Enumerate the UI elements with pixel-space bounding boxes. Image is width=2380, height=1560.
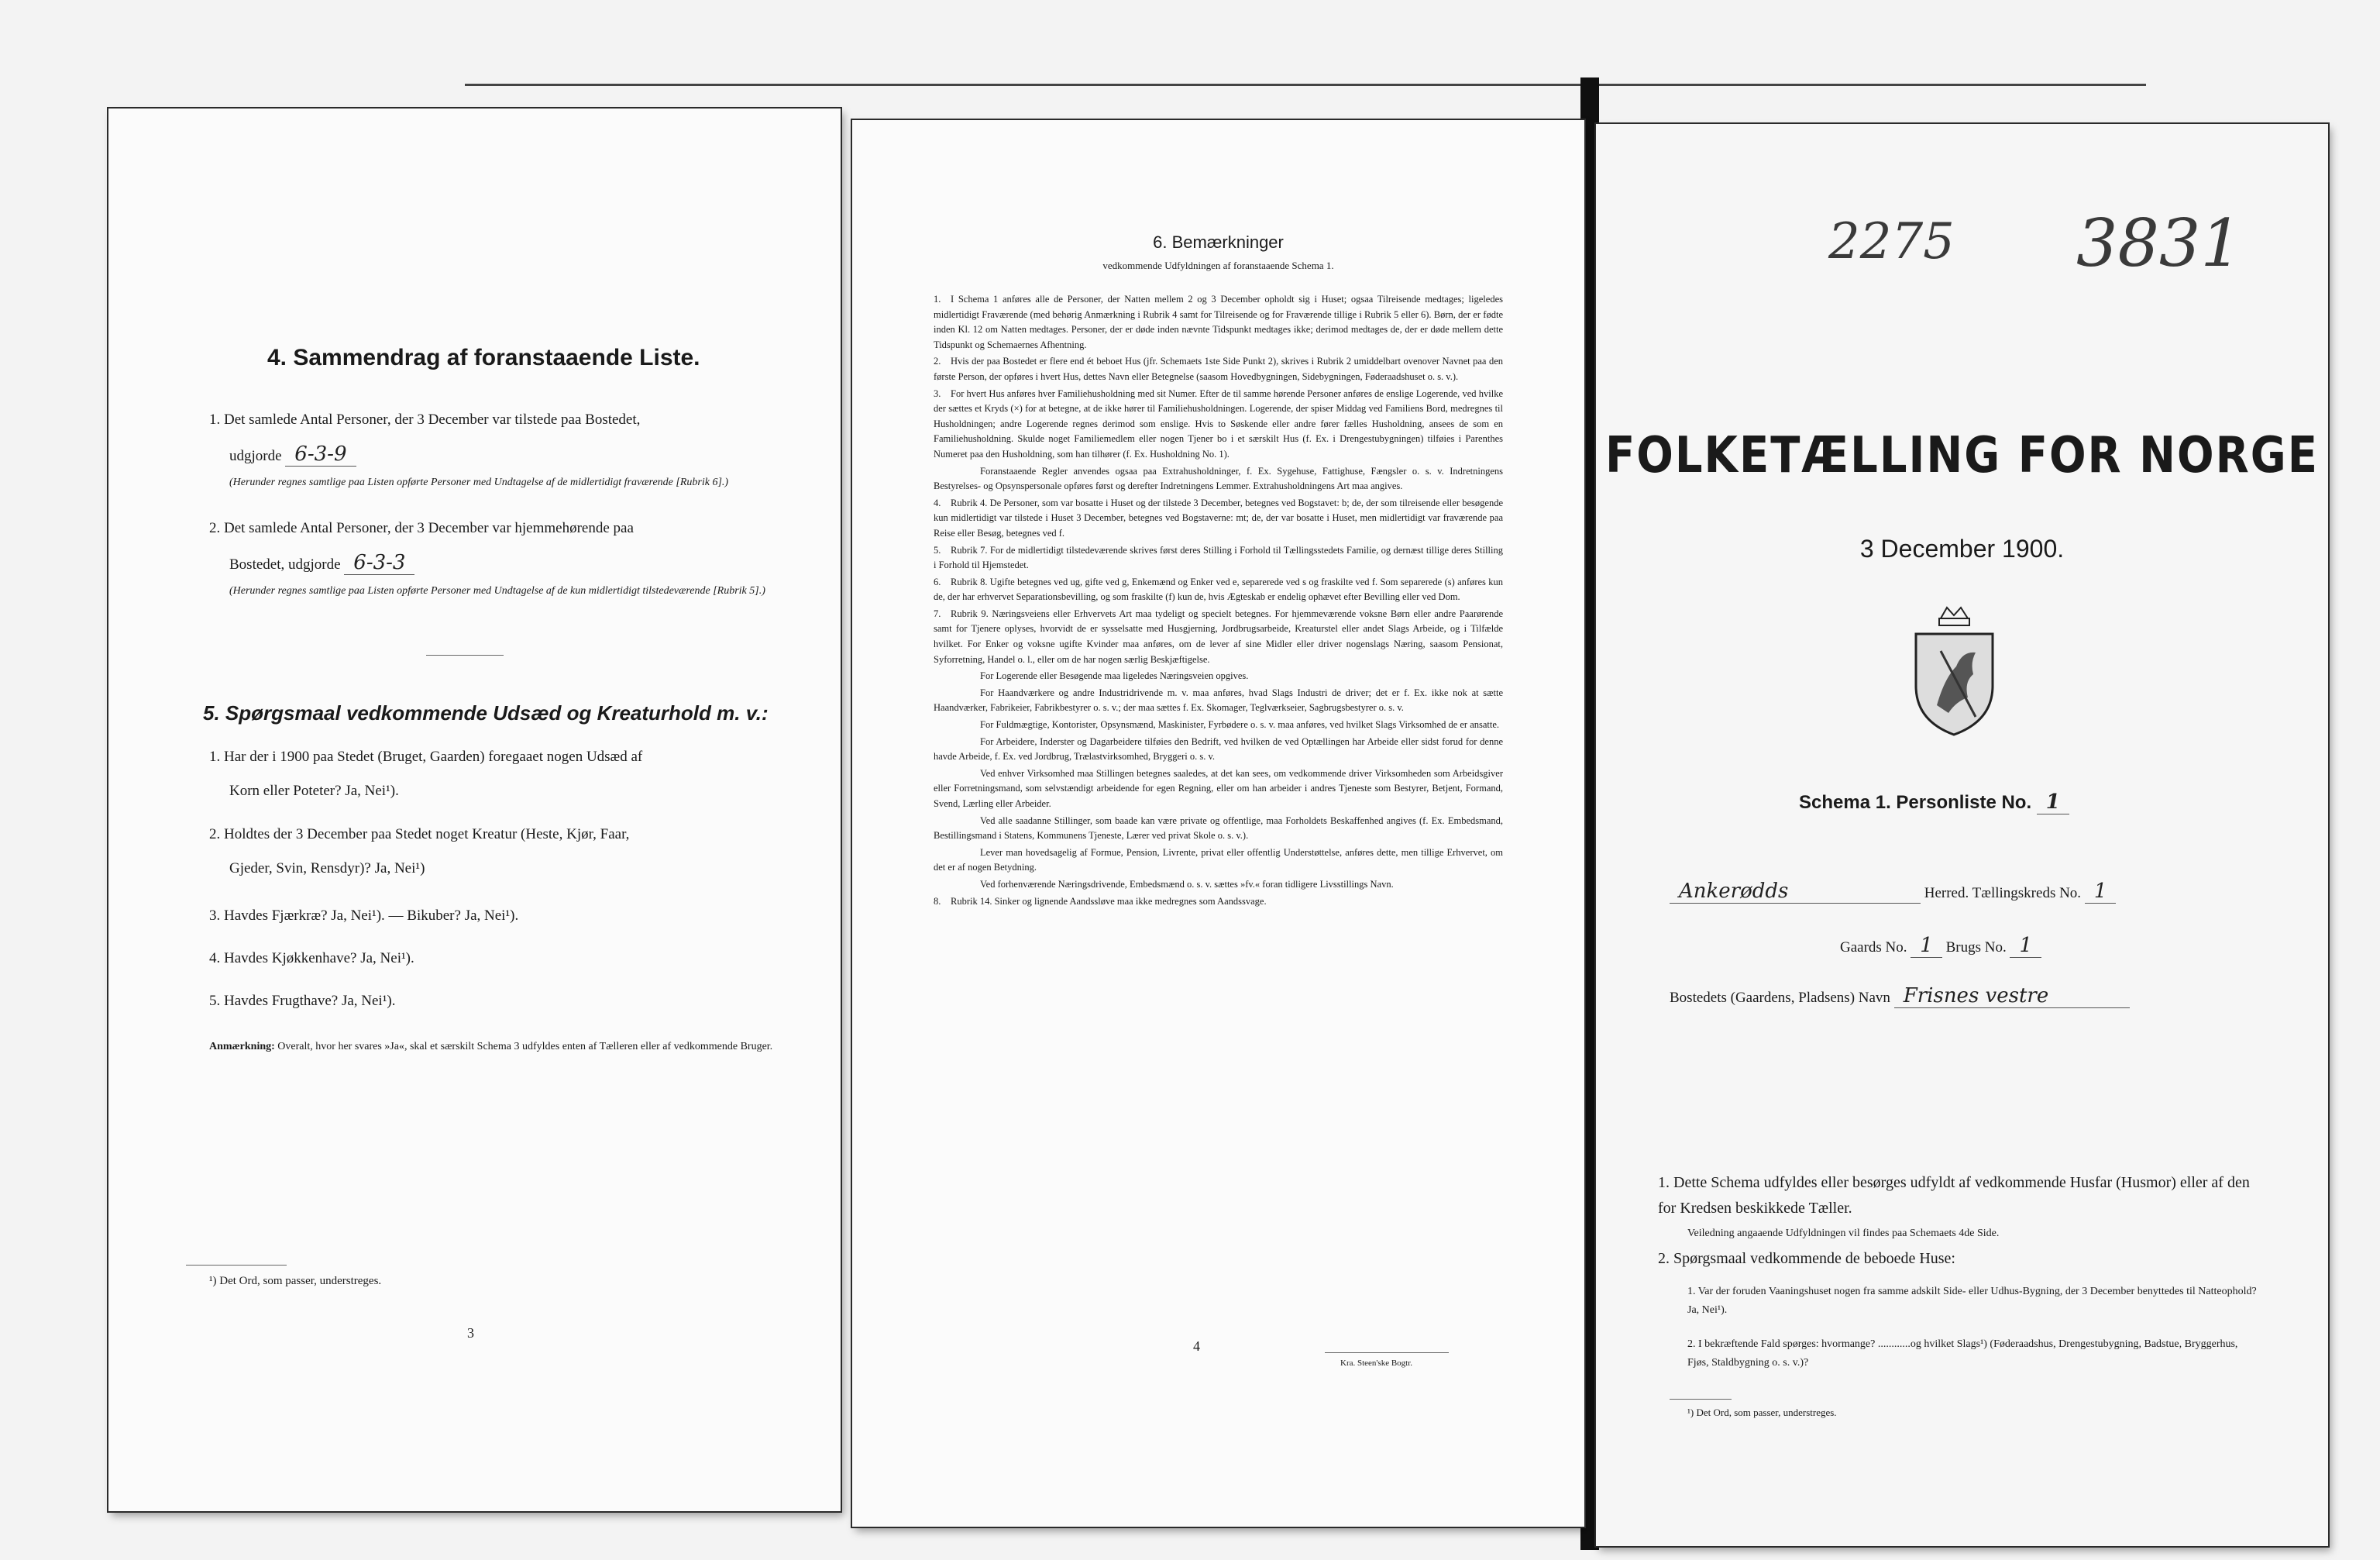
rule-text: Ved alle saadanne Stillinger, som baade kan være private og offentlige, maa Forholdets Beskaffenhed angives (f. Ex. Embedsmand, Bestillingsmand i Statens, Kommunens Tjeneste, Lærer ved privat Skole o. s. v.). [934, 814, 1503, 842]
remark [209, 1038, 798, 1055]
rule-item [934, 354, 1503, 384]
bosted-label: Bostedets (Gaardens, Pladsens) Navn [1670, 990, 1890, 1006]
rule-text: Rubrik 9. Næringsveiens eller Erhvervets Art maa tydeligt og specielt betegnes. For hjemmeværende voksne Børn eller andre Paarørende samt for Tjenere oplyses, hvorvidt de er sysselsatte med Husgjerning, Jordbrugsarbeide, Kreaturstel eller andet Slags Arbeide, og i Tilfælde hvilket. For Enker og voksne ugifte Kvinder maa anføres, om de lever af sine Midler eller driver nogenslags Næring, saasom Pensionat, Syforretning, Handel o. l., eller om de har nogen særlig Beskjæftigelse. [934, 608, 1503, 665]
summary-item-1-note: (Herunder regnes samtlige paa Listen opførte Personer med Undtagelse af de midlertidigt fraværende [Rubrik 6].) [229, 477, 729, 488]
kreds-value: 1 [2085, 880, 2117, 904]
rule-text: For Fuldmægtige, Kontorister, Opsynsmænd, Maskinister, Fyrbødere o. s. v. maa anføres, ved hvilket Slags Virksomhed de er ansatte. [980, 719, 1500, 731]
summary-item-1-prefix: udgjorde [229, 448, 282, 464]
printer-credit: Kra. Steen'ske Bogtr. [1340, 1359, 1413, 1368]
rule-number: 7. [934, 608, 941, 619]
summary-item-2 [209, 511, 798, 582]
herred-value: Ankerødds [1670, 880, 1921, 904]
summary-item-1-value: 6-3-9 [285, 443, 356, 467]
instruction-1: 1. Dette Schema udfyldes eller besørges udfyldt af vedkommende Husfar (Husmor) eller af den for Kredsen beskikkede Tæller. [1658, 1174, 2250, 1217]
instruction-1-note: Veiledning angaaende Udfyldningen vil findes paa Schemaets 4de Side. [1687, 1228, 2000, 1239]
rule-text: For Logerende eller Besøgende maa ligeledes Næringsveien opgives. [980, 670, 1249, 682]
rule-text: Ved forhenværende Næringsdrivende, Embedsmænd o. s. v. sættes »fv.« foran tidligere Livsstillings Navn. [980, 878, 1394, 890]
rule-item [934, 387, 1503, 463]
summary-item-2-value: 6-3-3 [344, 551, 414, 575]
rule-text: Rubrik 8. Ugifte betegnes ved ug, gifte ved g, Enkemænd og Enker ved e, separerede ved s og fraskilte ved f. Som separerede (s) anføres kun de, der har erhvervet Separationsbevilling, og som fraskilte (f) kun de, hvis Ægteskab er endelig ophævet efter Bevilling eller ved Dom. [934, 576, 1503, 603]
brugs-value: 1 [2010, 934, 2041, 958]
herred-label: Herred. [1924, 885, 1969, 901]
question-5: 5. Havdes Frugthave? Ja, Nei¹). [209, 993, 396, 1009]
summary-item-2-note: (Herunder regnes samtlige paa Listen opførte Personer med Undtagelse af de kun midlertidigt tilstedeværende [Rubrik 5].) [229, 585, 765, 597]
rule-text: For Arbeidere, Inderster og Dagarbeidere tilføies den Bedrift, ved hvilken de ved Optællingen har Arbeide eller sidst forud for denne havde Arbeide, f. Ex. ved Jordbrug, Trælastvirksomhed, Bryggeri o. s. v. [934, 735, 1503, 763]
rule-item [934, 607, 1503, 667]
rule-text: Rubrik 4. De Personer, som var bosatte i Huset og der tilstede 3 December, betegnes ved Bogstavet: b; de, der som tilreisende eller besøgende kun midlertidigt var tilstede i Huset 3 December, betegnes ved Bogstaverne: mt; de, der var bosatte i Huset, men midlertidigt var fraværende paa Reise eller Besøg, betegnes ved f. [934, 497, 1503, 539]
divider [426, 655, 504, 656]
rule-number: 6. [934, 576, 941, 587]
rule-item [934, 575, 1503, 605]
summary-item-2-label: 2. Det samlede Antal Personer, der 3 December var hjemmehørende paa [209, 520, 634, 536]
rule-item [934, 543, 1503, 573]
rule-item [934, 718, 1503, 733]
bosted-line [1670, 984, 2130, 1008]
instruction-2: 2. Spørgsmaal vedkommende de beboede Huse: [1658, 1250, 1955, 1267]
rule-item [934, 686, 1503, 716]
footnote: ¹) Det Ord, som passer, understreges. [209, 1275, 382, 1287]
rule-number: 3. [934, 387, 941, 399]
rules-list [934, 292, 1503, 911]
rule-item [934, 464, 1503, 494]
rule-text: Hvis der paa Bostedet er flere end ét beboet Hus (jfr. Schemaets 1ste Side Punkt 2), skrives i Rubrik 2 umiddelbart ovenover Navnet paa den første Person, der opføres i hvert Hus, dettes Navn eller Betegnelse (saasom Hovedbygningen, Sidebygningen, Føderaadshuset o. s. v.). [934, 356, 1503, 382]
remark-label: Anmærkning: [209, 1041, 275, 1052]
bosted-value: Frisnes vestre [1894, 984, 2130, 1008]
archive-number-right: 3831 [2076, 205, 2242, 281]
gaards-label: Gaards No. [1840, 939, 1907, 956]
summary-item-2-prefix: Bostedet, udgjorde [229, 556, 341, 573]
remark-text: Overalt, hvor her svares »Ja«, skal et særskilt Schema 3 udfyldes enten af Tælleren eller af vedkommende Bruger. [277, 1041, 773, 1052]
schema-line [1799, 790, 2069, 814]
question-1-line-1: 1. Har der i 1900 paa Stedet (Bruget, Gaarden) foregaaet nogen Udsæd af [209, 749, 643, 765]
page-title: FOLKETÆLLING FOR NORGE [1605, 426, 2319, 484]
page-1-cover [1596, 124, 2328, 1546]
gaards-value: 1 [1911, 934, 1942, 958]
census-date: 3 December 1900. [1859, 535, 2065, 563]
rule-text: I Schema 1 anføres alle de Personer, der Natten mellem 2 og 3 December opholdt sig i Huset; ogsaa Tilreisende medtages; ligeledes midlertidigt Fraværende (med behørig Anmærkning i Rubrik 4 samt for Tilreisende og for Fraværende tillige i Rubrik 5 eller 6). Børn, der er fødte inden Kl. 12 om Natten medtages. Personer, der er døde inden nævnte Tidspunkt medtages ikke; derimod medtages de, der er døde mellem dette Tidspunkt og Schemaernes Afhentning. [934, 294, 1503, 350]
question-4: 4. Havdes Kjøkkenhave? Ja, Nei¹). [209, 950, 414, 966]
footnote-divider [1670, 1399, 1732, 1400]
rule-text: For hvert Hus anføres hver Familiehusholdning med sit Numer. Efter de til samme hørende Personer anføres de enslige Logerende, ved hvilke der sættes et Kryds (×) for at betegne, at de ikke hører til Familiehusholdningen. Logerende, der spiser Middag ved Familiens Bord, medregnes til Husholdningen; andre Logerende regnes derimod som enslige. Hvis to Søskende eller andre fører fælles Husholdning, ansees de som en Familiehusholdning. Skulde noget Familiemedlem eller nogen Tjener bo i et særskilt Hus (f. Ex. i Drengestubygningen) tilføies i Parenthes Numeret paa den Husholdning, som han tilhører (f. Ex. Husholdning No. 1). [934, 387, 1503, 460]
footnote: ¹) Det Ord, som passer, understreges. [1687, 1407, 1837, 1418]
page-number: 3 [467, 1325, 474, 1341]
question-2-line-1: 2. Holdtes der 3 December paa Stedet noget Kreatur (Heste, Kjør, Faar, [209, 826, 630, 842]
rule-item [934, 894, 1503, 910]
rule-item [934, 496, 1503, 542]
rule-number: 4. [934, 497, 941, 508]
rule-item [934, 766, 1503, 812]
rule-text: For Haandværkere og andre Industridrivende m. v. maa anføres, hvad Slags Industri de driver; det er f. Ex. ikke nok at sætte Haandværker, Fabrikeier, Fabrikbestyrer o. s. v.; der maa sættes f. Ex. Skomager, Teglværkseier, Sagbrugsbestyrer o. s. v. [934, 687, 1503, 714]
question-3: 3. Havdes Fjærkræ? Ja, Nei¹). — Bikuber? Ja, Nei¹). [209, 907, 519, 924]
house-question-1: 1. Var der foruden Vaaningshuset nogen fra samme adskilt Side- eller Udhus-Bygning, der 3 December benyttedes til Natteophold? Ja, Nei¹). [1687, 1286, 2257, 1316]
rule-item [934, 292, 1503, 353]
summary-item-1-label: 1. Det samlede Antal Personer, der 3 December var tilstede paa Bostedet, [209, 412, 641, 428]
summary-item-1 [209, 403, 798, 474]
kreds-label: Tællingskreds No. [1972, 885, 2082, 901]
rule-number: 2. [934, 356, 941, 367]
house-question-2: 2. I bekræftende Fald spørges: hvormange? ............og hvilket Slags¹) (Føderaadshus, Drengestubygning, Badstue, Bryggerhus, Fjøs, Staldbygning o. s. v.)? [1687, 1338, 2238, 1369]
section-6-subheading: vedkommende Udfyldningen af foranstaaende Schema 1. [1102, 260, 1334, 271]
coat-of-arms-icon [1902, 604, 2007, 740]
page-4 [852, 120, 1584, 1527]
personliste-number: 1 [2037, 790, 2069, 814]
printer-divider [1325, 1352, 1449, 1353]
rule-text: Rubrik 14. Sinker og lignende Aandssløve maa ikke medregnes som Aandssvage. [951, 895, 1267, 907]
page-3 [108, 108, 841, 1511]
scan-edge-line [465, 84, 2146, 86]
rule-item [934, 814, 1503, 844]
schema-label: Schema 1. Personliste No. [1799, 792, 2032, 813]
rule-number: 8. [934, 895, 941, 907]
question-1 [209, 740, 806, 808]
section-6-heading: 6. Bemærkninger [1153, 232, 1284, 252]
rule-item [934, 669, 1503, 684]
rule-number: 5. [934, 544, 941, 556]
rule-item [934, 845, 1503, 876]
rule-item [934, 877, 1503, 893]
question-1-line-2: Korn eller Poteter? Ja, Nei¹). [229, 783, 399, 799]
rule-item [934, 735, 1503, 765]
herred-line [1670, 880, 2289, 904]
rule-text: Foranstaaende Regler anvendes ogsaa paa Extrahusholdninger, f. Ex. Sygehuse, Fattighuse, Fængsler o. s. v. Indretningens Bestyrelses- og Opsynspersonale opføres først og derefter Indretningens Lemmer. Extrahusholdningens Art maa angives. [934, 465, 1503, 492]
rule-text: Rubrik 7. For de midlertidigt tilstedeværende skrives først deres Stilling i Forhold til Tællingsstedets Familie, og dernæst tillige deres Stilling i Forhold til Hjemstedet. [934, 544, 1503, 571]
section-5-heading: 5. Spørgsmaal vedkommende Udsæd og Kreaturhold m. v.: [203, 701, 769, 725]
gaards-line [1840, 934, 2041, 957]
archive-number-left: 2275 [1828, 213, 1955, 270]
question-2-line-2: Gjeder, Svin, Rensdyr)? Ja, Nei¹) [229, 860, 425, 876]
brugs-label: Brugs No. [1945, 939, 2007, 956]
section-4-heading: 4. Sammendrag af foranstaaende Liste. [267, 345, 700, 370]
rule-text: Ved enhver Virksomhed maa Stillingen betegnes saaledes, at det kan sees, om vedkommende driver Virksomheden som Arbeidsgiver eller Forretningsmand, som selvstændigt arbeidende for egen Regning, eller om han arbeider i andres Tjeneste som Bestyrer, Betjent, Formand, Svend, Lærling eller Arbeider. [934, 767, 1503, 809]
page-number: 4 [1193, 1338, 1200, 1354]
footnote-divider [186, 1265, 287, 1266]
question-2 [209, 818, 806, 886]
rule-number: 1. [934, 294, 941, 305]
rule-text: Lever man hovedsagelig af Formue, Pension, Livrente, privat eller offentlig Understøttelse, anføres dette, men tillige Erhvervet, om det er af nogen Betydning. [934, 846, 1503, 873]
